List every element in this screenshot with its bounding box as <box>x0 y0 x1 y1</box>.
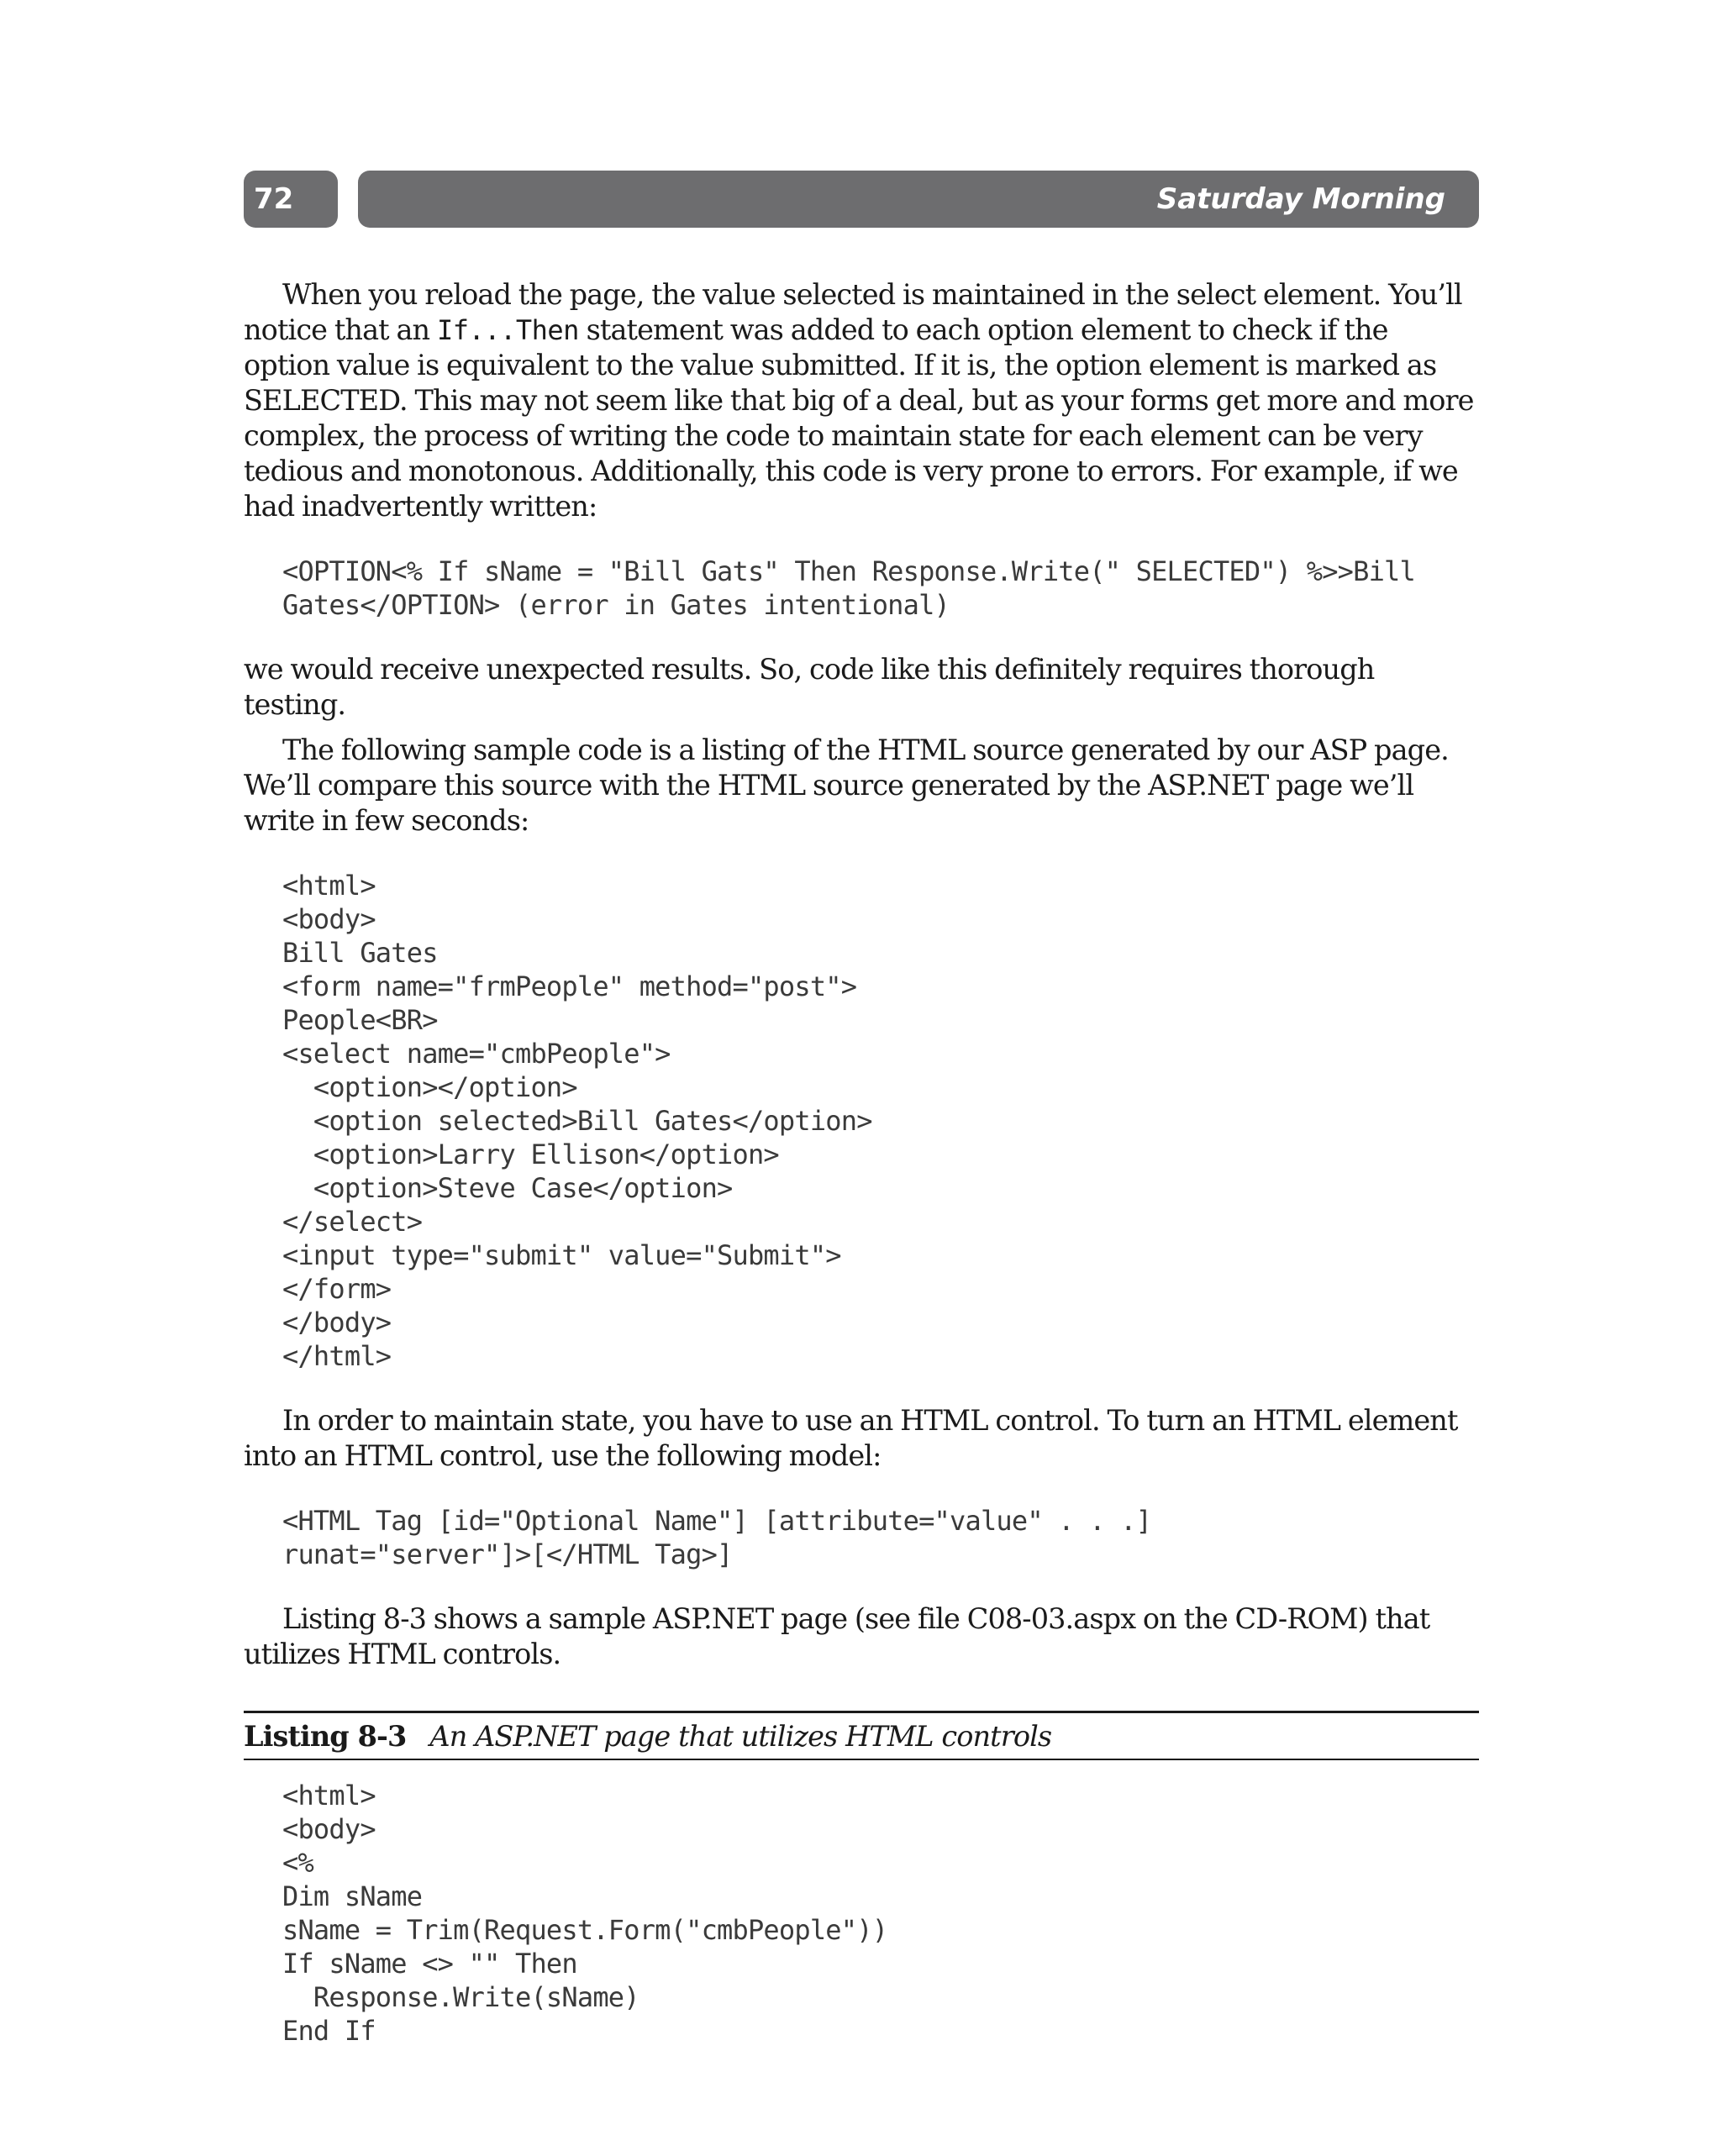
inline-code-if-then: If...Then <box>436 314 579 346</box>
paragraph-2: we would receive unexpected results. So, code like this definitely requires thorough testing. <box>244 653 1375 721</box>
paragraph-1-text-b: statement was added to each option element to check if the option value is equivalent to the value submitted. If it is, the option element is marked as SELECTED. This may not seem like that big of a deal, but as your forms get more and more complex, the process of writing the code to maintain state for each element can be very tedious and monotonous. Additionally, this code is very prone to errors. For example, if we had inadvertently written: <box>244 313 1474 523</box>
paragraph-1-text-a: When you reload the page, the value selected is maintained in the select element. You’ll notice that an <box>244 278 1462 346</box>
page-header <box>244 171 1479 228</box>
code-block-control-model: <HTML Tag [id="Optional Name"] [attribute="value" . . .] runat="server"]>[</HTML Tag>] <box>282 1505 1152 1570</box>
paragraph-5: Listing 8-3 shows a sample ASP.NET page (see file C08-03.aspx on the CD-ROM) that utilizes HTML controls. <box>244 1602 1430 1670</box>
paragraph-4: In order to maintain state, you have to use an HTML control. To turn an HTML element into an HTML control, use the following model: <box>244 1404 1458 1472</box>
code-block-html-source: <html> <body> Bill Gates <form name="frmPeople" method="post"> People<BR> <select name="cmbPeople"> <option></option> <option selected>Bill Gates</option> <option>Larry Ellison</option> <option>Steve Case</option> </select> <input type="submit" value="Submit"> </form> </body> </html> <box>282 870 872 1372</box>
listing-title: An ASP.NET page that utilizes HTML controls <box>429 1720 1052 1753</box>
running-head: Saturday Morning <box>358 171 1479 228</box>
listing-caption <box>244 1711 1479 1760</box>
code-block-option-example: <OPTION<% If sName = "Bill Gats" Then Response.Write(" SELECTED") %>>Bill Gates</OPTION> (error in Gates intentional) <box>282 555 1415 621</box>
code-block-listing-8-3: <html> <body> <% Dim sName sName = Trim(Request.Form("cmbPeople")) If sName <> "" Then Response.Write(sName) End If <box>282 1780 888 2047</box>
page-content <box>244 277 1479 2048</box>
page-number: 72 <box>244 171 338 228</box>
paragraph-1 <box>244 277 1479 524</box>
listing-label: Listing 8-3 <box>244 1720 407 1753</box>
paragraph-3: The following sample code is a listing of the HTML source generated by our ASP page. We’ll compare this source with the HTML source generated by the ASP.NET page we’ll write in few seconds: <box>244 734 1449 837</box>
